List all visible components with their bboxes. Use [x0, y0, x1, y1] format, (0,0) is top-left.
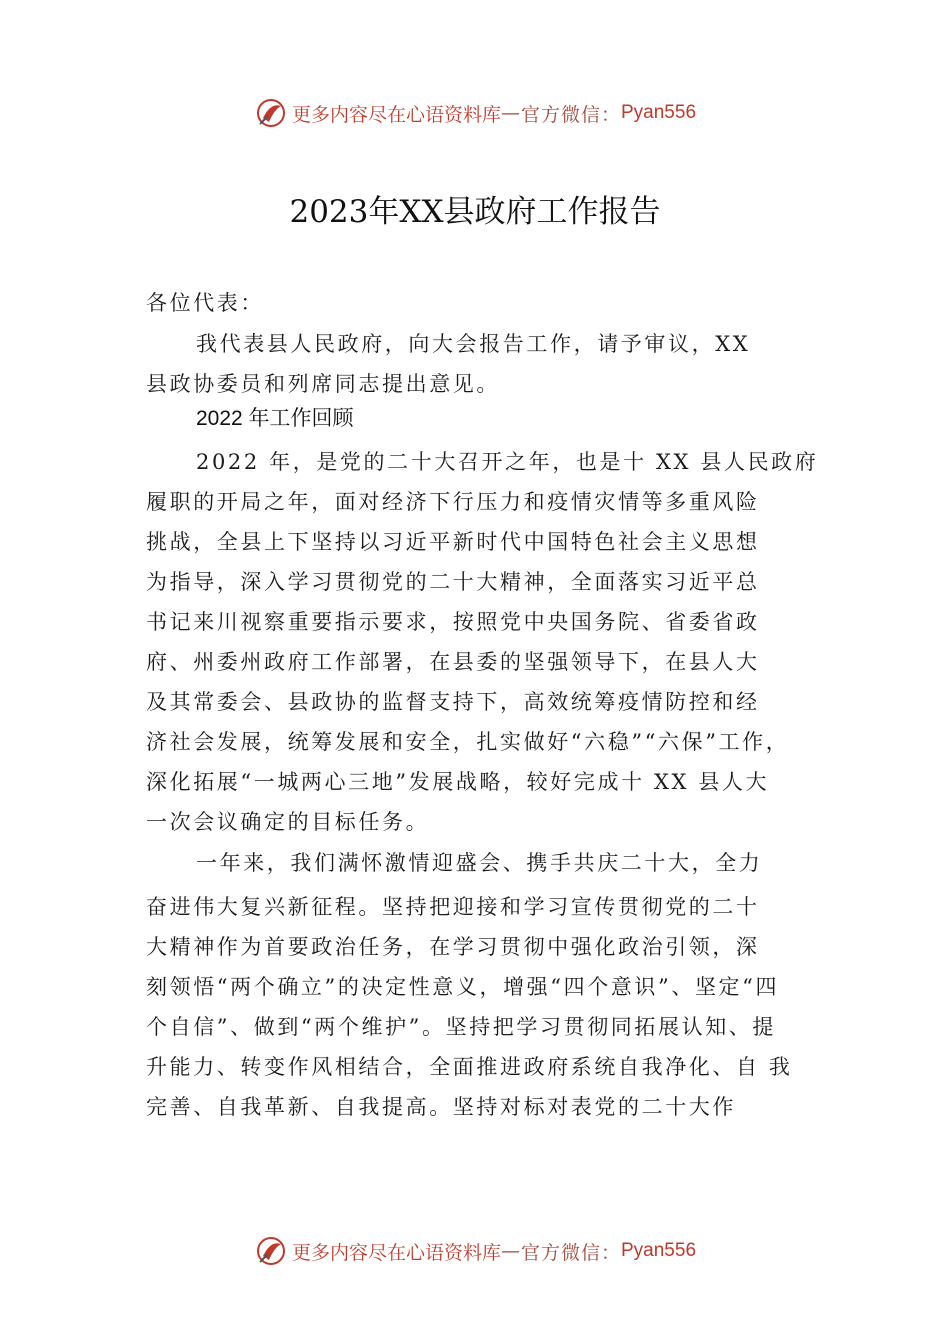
review-paragraph [146, 442, 819, 842]
paragraph-line: 书记来川视察重要指示要求，按照党中央国务院、省委省政 [146, 610, 760, 634]
paragraph-line: 深化拓展“一城两心三地”发展战略，较好完成十 XX 县人大 [146, 770, 770, 794]
paragraph-line: 一年来，我们满怀激情迎盛会、携手共庆二十大，全力 [196, 851, 763, 875]
watermark-wechat-id: Pyan556 [621, 102, 697, 123]
paragraph-line: 完善、自我革新、自我提高。坚持对标对表党的二十大作 [146, 1095, 736, 1119]
paragraph-line: 一次会议确定的目标任务。 [146, 810, 430, 834]
paragraph-line: 2022 年，是党的二十大召开之年，也是十 XX 县人民政府 [196, 450, 819, 474]
paragraph-line: 济社会发展，统筹发展和安全，扎实做好“六稳”“六保”工作， [146, 730, 790, 754]
paragraph-line: 履职的开局之年，面对经济下行压力和疫情灾情等多重风险 [146, 490, 760, 514]
watermark-wechat-label: 官方微信： [520, 103, 621, 126]
watermark-dash: — [500, 102, 521, 124]
watermark-logo-icon [254, 96, 288, 130]
header-watermark [0, 96, 950, 130]
salutation: 各位代表： [146, 291, 264, 315]
paragraph-line: 为指导，深入学习贯彻党的二十大精神，全面落实习近平总 [146, 570, 760, 594]
paragraph-line: 大精神作为首要政治任务，在学习贯彻中强化政治引领，深 [146, 935, 760, 959]
watermark-wechat-label: 官方微信： [520, 1241, 621, 1264]
paragraph-line: 县政协委员和列席同志提出意见。 [146, 372, 500, 396]
watermark-logo-icon [254, 1234, 288, 1268]
paragraph-line: 刻领悟“两个确立”的决定性意义，增强“四个意识”、坚定“四 [146, 975, 780, 999]
year-paragraph [146, 843, 811, 1127]
footer-watermark [0, 1234, 950, 1268]
paragraph-line: 个自信”、做到“两个维护”。坚持把学习贯彻同拓展认知、提 [146, 1015, 777, 1039]
section-heading: 2022 年工作回顾 [196, 407, 354, 430]
document-title: 2023年XX县政府工作报告 [289, 194, 661, 230]
watermark-text: 更多内容尽在心语资料库 [291, 1241, 501, 1264]
paragraph-line: 升能力、转变作风相结合，全面推进政府系统自我净化、自 我 [146, 1055, 793, 1079]
paragraph-line: 挑战，全县上下坚持以习近平新时代中国特色社会主义思想 [146, 530, 760, 554]
paragraph-line: 我代表县人民政府，向大会报告工作，请予审议，XX [196, 332, 751, 356]
watermark-wechat-id: Pyan556 [621, 1240, 697, 1261]
watermark-text: 更多内容尽在心语资料库 [291, 103, 501, 126]
intro-paragraph [146, 324, 811, 404]
watermark-dash: — [500, 1240, 521, 1262]
paragraph-line: 及其常委会、县政协的监督支持下，高效统筹疫情防控和经 [146, 690, 760, 714]
paragraph-line: 奋进伟大复兴新征程。坚持把迎接和学习宣传贯彻党的二十 [146, 895, 760, 919]
paragraph-line: 府、州委州政府工作部署，在县委的坚强领导下，在县人大 [146, 650, 760, 674]
